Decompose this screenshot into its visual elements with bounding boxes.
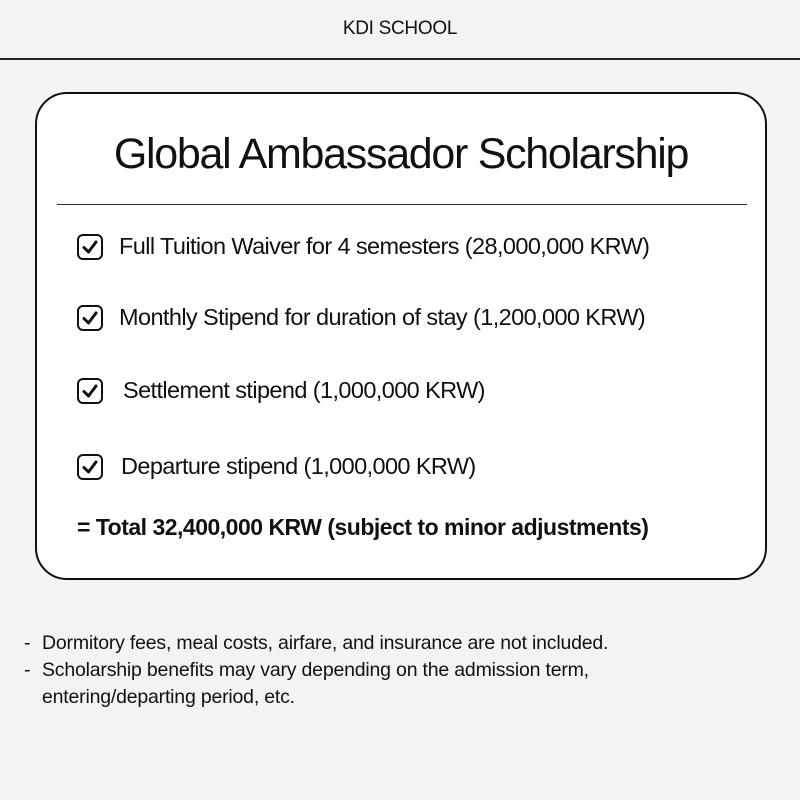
footnote-text: Dormitory fees, meal costs, airfare, and insurance are not included. — [42, 632, 609, 654]
benefit-label: Monthly Stipend for duration of stay (1,200,000 KRW) — [119, 304, 646, 330]
total-amount: = Total 32,400,000 KRW (subject to minor adjustments) — [77, 514, 649, 540]
footnotes — [24, 630, 744, 711]
footnote: - Dormitory fees, meal costs, airfare, and insurance are not included. — [24, 630, 744, 657]
checkbox-checked-icon — [77, 454, 103, 480]
footnote-text: Scholarship benefits may vary depending on the admission term, entering/departing period, etc. — [42, 659, 589, 708]
header-divider — [0, 58, 800, 60]
footnote: - Scholarship benefits may vary depending on the admission term, entering/departing period, etc. — [24, 657, 744, 711]
benefit-item — [77, 233, 649, 260]
benefit-item — [77, 304, 645, 331]
checkbox-checked-icon — [77, 305, 103, 331]
benefit-item — [77, 377, 485, 404]
card-title: Global Ambassador Scholarship — [113, 130, 689, 178]
benefit-label: Departure stipend (1,000,000 KRW) — [121, 453, 476, 479]
brand-header: KDI SCHOOL — [342, 18, 458, 39]
checkbox-checked-icon — [77, 234, 103, 260]
benefit-label: Full Tuition Waiver for 4 semesters (28,000,000 KRW) — [119, 233, 650, 259]
benefit-item — [77, 453, 476, 480]
benefit-label: Settlement stipend (1,000,000 KRW) — [123, 377, 485, 403]
title-divider — [57, 204, 747, 205]
scholarship-card — [35, 92, 767, 580]
checkbox-checked-icon — [77, 378, 103, 404]
